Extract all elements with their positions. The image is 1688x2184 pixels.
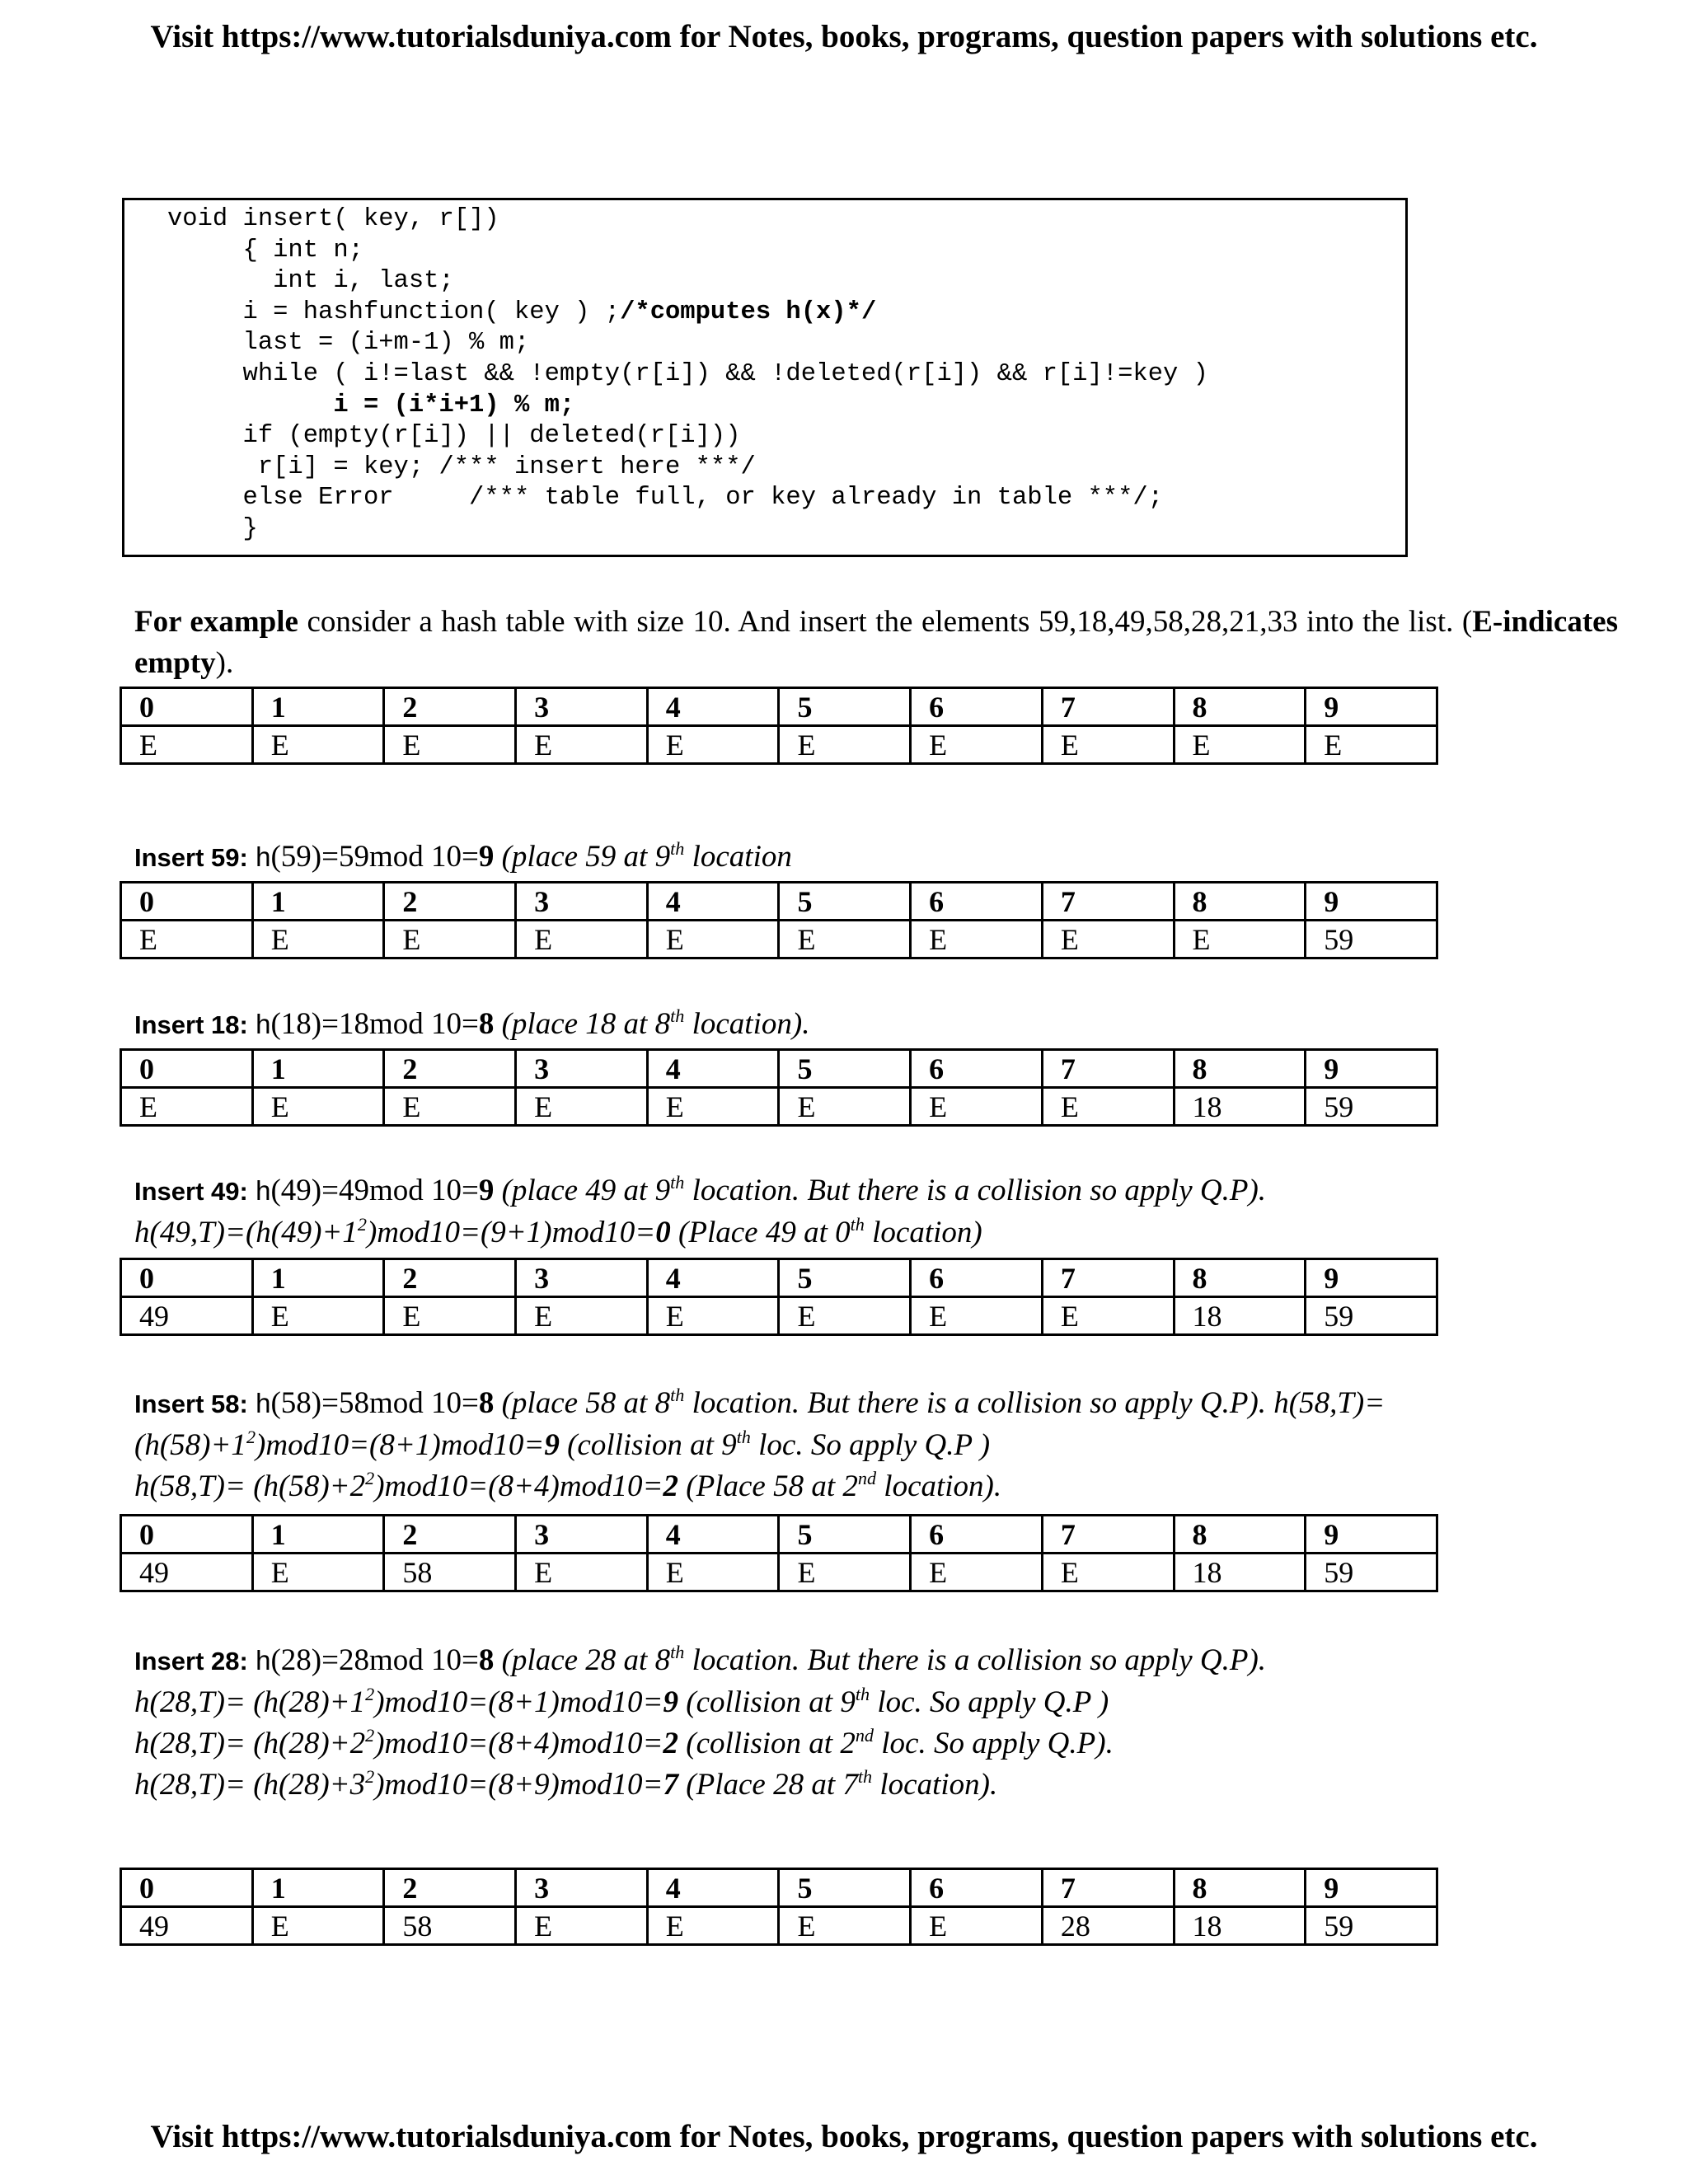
example-note: E-indicates empty (134, 605, 1618, 680)
step-sup: th (670, 837, 685, 859)
index-cell: 1 (252, 1259, 384, 1297)
value-cell: E (384, 1088, 516, 1126)
value-cell: E (647, 1907, 779, 1945)
step-note: (place 28 at 8 (494, 1643, 671, 1677)
value-cell: E (1042, 921, 1174, 958)
index-cell: 4 (647, 688, 779, 726)
step-sup: 2 (357, 1213, 367, 1235)
index-cell: 1 (252, 1050, 384, 1088)
index-cell: 9 (1306, 1869, 1437, 1907)
index-cell: 5 (779, 883, 911, 921)
code-line: r[i] = key; /*** insert here ***/ (167, 452, 756, 481)
step-insert-18 (134, 1004, 1667, 1046)
step-sup: 2 (365, 1467, 375, 1488)
index-cell: 3 (516, 1050, 648, 1088)
value-cell: 49 (121, 1907, 253, 1945)
step-note: (place 58 at 8 (494, 1386, 671, 1420)
step-formula: )mod10=(8+1)mod10= (256, 1428, 545, 1462)
index-cell: 9 (1306, 1259, 1437, 1297)
index-cell: 7 (1042, 883, 1174, 921)
index-cell: 0 (121, 1516, 253, 1554)
value-cell: 18 (1174, 1088, 1306, 1126)
step-note: (collision at 9 (678, 1685, 856, 1719)
value-cell: 59 (1306, 1088, 1437, 1126)
step-note: loc. So apply Q.P ) (870, 1685, 1109, 1719)
value-cell: E (1042, 1297, 1174, 1335)
step-sup: th (850, 1213, 865, 1235)
step-note: location). (872, 1768, 998, 1802)
step-note: (place 59 at 9 (494, 840, 671, 874)
step-note: (place 49 at 9 (494, 1174, 671, 1207)
step-note: location (684, 840, 792, 874)
value-cell: E (647, 726, 779, 764)
value-cell: E (779, 1554, 911, 1591)
index-cell: 2 (384, 1516, 516, 1554)
step-label: Insert 59: (134, 843, 248, 872)
index-cell: 3 (516, 1869, 648, 1907)
value-cell: E (779, 1088, 911, 1126)
index-cell: 2 (384, 1869, 516, 1907)
step-formula: )mod10=(8+4)mod10= (374, 1469, 663, 1503)
step-label: Insert 28: (134, 1647, 248, 1675)
step-result: 8 (478, 1386, 495, 1420)
code-line: if (empty(r[i]) || deleted(r[i])) (167, 422, 741, 451)
index-cell: 4 (647, 1259, 779, 1297)
example-text: consider a hash table with size 10. And insert the elements 59,18,49,58,28,21,33 into the list. ( (298, 605, 1473, 639)
step-insert-59 (134, 837, 1667, 879)
index-cell: 2 (384, 1050, 516, 1088)
index-cell: 6 (911, 1516, 1043, 1554)
value-cell: E (516, 1554, 648, 1591)
value-cell: 18 (1174, 1554, 1306, 1591)
step-note: (Place 58 at 2 (678, 1469, 858, 1503)
step-formula: )mod10=(8+9)mod10= (374, 1768, 663, 1802)
value-cell: 49 (121, 1297, 253, 1335)
step-formula: )mod10=(8+4)mod10= (374, 1727, 663, 1760)
step-insert-28 (134, 1640, 1667, 1806)
value-cell: E (647, 1554, 779, 1591)
index-cell: 0 (121, 1050, 253, 1088)
index-cell: 6 (911, 1259, 1043, 1297)
index-cell: 8 (1174, 1050, 1306, 1088)
code-line: while ( i!=last && !empty(r[i]) && !deleted(r[i]) && r[i]!=key ) (167, 359, 1208, 388)
step-note: loc. So apply Q.P). (874, 1727, 1114, 1760)
step-h: h (256, 1645, 271, 1675)
value-cell: E (911, 1907, 1043, 1945)
step-calc: (18)=18mod 10= (270, 1007, 479, 1041)
example-lead: For example (134, 605, 298, 639)
index-cell: 7 (1042, 1259, 1174, 1297)
step-calc: (58)=58mod 10= (270, 1386, 479, 1420)
hash-table-after-18 (120, 1048, 1438, 1127)
value-cell: E (779, 726, 911, 764)
step-note: location). (684, 1007, 810, 1041)
step-result: 9 (663, 1685, 679, 1719)
value-cell: E (516, 1297, 648, 1335)
code-line: else Error /*** table full, or key already in table ***/; (167, 484, 1163, 513)
index-cell: 8 (1174, 883, 1306, 921)
step-result: 9 (478, 1174, 495, 1207)
value-cell: E (384, 1297, 516, 1335)
index-cell: 0 (121, 688, 253, 726)
code-line: void insert( key, r[]) (167, 205, 499, 233)
value-cell: E (252, 726, 384, 764)
value-cell: E (516, 726, 648, 764)
value-cell: E (779, 1907, 911, 1945)
step-formula: )mod10=(8+1)mod10= (374, 1685, 663, 1719)
header-banner: Visit https://www.tutorialsduniya.com for Notes, books, programs, question papers with solutions etc. (150, 19, 1538, 54)
value-cell: E (779, 921, 911, 958)
step-sup: 2 (246, 1426, 256, 1447)
index-cell: 5 (779, 1516, 911, 1554)
value-cell: E (121, 726, 253, 764)
step-sup: nd (855, 1724, 874, 1746)
value-cell: E (1306, 726, 1437, 764)
value-cell: E (1042, 1088, 1174, 1126)
value-cell: E (1174, 726, 1306, 764)
step-sup: th (670, 1005, 685, 1026)
index-cell: 6 (911, 883, 1043, 921)
step-sup: th (736, 1426, 751, 1447)
step-sup: nd (857, 1467, 877, 1488)
step-formula: h(49,T)=(h(49)+1 (134, 1216, 358, 1249)
hash-table-after-49 (120, 1258, 1438, 1336)
index-cell: 3 (516, 1516, 648, 1554)
value-cell: E (911, 1088, 1043, 1126)
value-cell: E (647, 1297, 779, 1335)
index-cell: 0 (121, 883, 253, 921)
index-cell: 8 (1174, 688, 1306, 726)
value-cell: E (252, 1907, 384, 1945)
code-line: i = hashfunction( key ) ; (167, 298, 621, 326)
index-cell: 4 (647, 1050, 779, 1088)
value-cell: 18 (1174, 1907, 1306, 1945)
step-note: (collision at 9 (559, 1428, 737, 1462)
index-cell: 5 (779, 1869, 911, 1907)
value-cell: 58 (384, 1554, 516, 1591)
index-cell: 2 (384, 688, 516, 726)
index-cell: 6 (911, 1050, 1043, 1088)
index-cell: 1 (252, 1516, 384, 1554)
index-cell: 1 (252, 688, 384, 726)
value-cell: E (911, 726, 1043, 764)
step-h: h (256, 1175, 271, 1206)
step-result: 2 (663, 1727, 679, 1760)
step-note: location. But there is a collision so apply Q.P). (684, 1643, 1267, 1677)
step-calc: (28)=28mod 10= (270, 1643, 479, 1677)
index-cell: 3 (516, 1259, 648, 1297)
step-note: (place 18 at 8 (494, 1007, 671, 1041)
step-sup: th (670, 1171, 685, 1193)
step-result: 9 (544, 1428, 560, 1462)
index-cell: 3 (516, 883, 648, 921)
index-cell: 4 (647, 1516, 779, 1554)
step-sup: th (670, 1384, 685, 1405)
index-cell: 8 (1174, 1259, 1306, 1297)
step-result: 7 (663, 1768, 679, 1802)
step-result: 9 (478, 840, 495, 874)
value-cell: 58 (384, 1907, 516, 1945)
index-cell: 4 (647, 1869, 779, 1907)
step-result: 0 (655, 1216, 671, 1249)
index-cell: 9 (1306, 688, 1437, 726)
step-formula: h(28,T)= (h(28)+3 (134, 1768, 366, 1802)
index-cell: 7 (1042, 1869, 1174, 1907)
value-cell: 28 (1042, 1907, 1174, 1945)
step-insert-49 (134, 1170, 1667, 1254)
hash-table-after-28 (120, 1868, 1438, 1946)
index-cell: 1 (252, 1869, 384, 1907)
step-sup: th (857, 1765, 873, 1787)
code-line: last = (i+m-1) % m; (167, 329, 530, 358)
code-line: int i, last; (167, 267, 454, 296)
hash-table-after-59 (120, 881, 1438, 959)
step-result: 8 (478, 1643, 495, 1677)
index-cell: 4 (647, 883, 779, 921)
code-comment: /*computes h(x)*/ (620, 298, 877, 326)
value-cell: 18 (1174, 1297, 1306, 1335)
code-line: { int n; (167, 236, 363, 265)
index-cell: 7 (1042, 1516, 1174, 1554)
step-note: location) (864, 1216, 982, 1249)
step-result: 2 (663, 1469, 679, 1503)
value-cell: E (252, 1297, 384, 1335)
step-h: h (256, 841, 271, 872)
step-formula: h(28,T)= (h(28)+2 (134, 1727, 366, 1760)
index-cell: 3 (516, 688, 648, 726)
value-cell: E (911, 1297, 1043, 1335)
step-note: location). (876, 1469, 1002, 1503)
hash-table-initial (120, 687, 1438, 765)
step-label: Insert 18: (134, 1010, 248, 1039)
index-cell: 2 (384, 1259, 516, 1297)
value-cell: E (647, 1088, 779, 1126)
step-note: location. But there is a collision so apply Q.P). h(58,T)= (684, 1386, 1386, 1420)
step-note: (collision at 2 (678, 1727, 856, 1760)
index-cell: 7 (1042, 1050, 1174, 1088)
index-cell: 2 (384, 883, 516, 921)
index-cell: 6 (911, 1869, 1043, 1907)
value-cell: E (384, 726, 516, 764)
value-cell: E (1042, 726, 1174, 764)
value-cell: E (252, 921, 384, 958)
value-cell: E (1174, 921, 1306, 958)
step-note: loc. So apply Q.P ) (750, 1428, 991, 1462)
index-cell: 0 (121, 1259, 253, 1297)
value-cell: E (516, 921, 648, 958)
value-cell: 59 (1306, 1554, 1437, 1591)
step-sup: th (670, 1641, 685, 1662)
value-cell: E (384, 921, 516, 958)
code-line: } (167, 514, 258, 543)
step-note: location. But there is a collision so apply Q.P). (684, 1174, 1267, 1207)
value-cell: E (121, 1088, 253, 1126)
index-cell: 9 (1306, 883, 1437, 921)
example-end: ). (215, 646, 234, 680)
step-insert-58 (134, 1383, 1667, 1507)
step-note: (Place 49 at 0 (670, 1216, 851, 1249)
index-cell: 1 (252, 883, 384, 921)
step-formula: (h(58)+1 (134, 1428, 246, 1462)
step-label: Insert 49: (134, 1177, 248, 1206)
index-cell: 6 (911, 688, 1043, 726)
index-cell: 8 (1174, 1516, 1306, 1554)
index-cell: 9 (1306, 1516, 1437, 1554)
value-cell: 59 (1306, 1297, 1437, 1335)
value-cell: E (647, 921, 779, 958)
value-cell: E (516, 1907, 648, 1945)
step-h: h (256, 1009, 271, 1039)
index-cell: 5 (779, 688, 911, 726)
index-cell: 0 (121, 1869, 253, 1907)
value-cell: E (121, 921, 253, 958)
code-line: i = (i*i+1) % m; (167, 391, 575, 419)
example-paragraph (134, 602, 1618, 684)
footer-banner: Visit https://www.tutorialsduniya.com for Notes, books, programs, question papers with solutions etc. (150, 2119, 1538, 2154)
value-cell: E (779, 1297, 911, 1335)
code-listing (167, 204, 1208, 546)
step-sup: 2 (365, 1683, 375, 1704)
index-cell: 7 (1042, 688, 1174, 726)
step-h: h (256, 1388, 271, 1418)
step-sup: 2 (365, 1765, 375, 1787)
step-label: Insert 58: (134, 1390, 248, 1418)
value-cell: E (516, 1088, 648, 1126)
step-sup: th (855, 1683, 870, 1704)
value-cell: 59 (1306, 921, 1437, 958)
index-cell: 5 (779, 1259, 911, 1297)
step-calc: (49)=49mod 10= (270, 1174, 479, 1207)
value-cell: E (1042, 1554, 1174, 1591)
value-cell: E (252, 1554, 384, 1591)
value-cell: E (252, 1088, 384, 1126)
step-formula: h(58,T)= (h(58)+2 (134, 1469, 366, 1503)
step-calc: (59)=59mod 10= (270, 840, 479, 874)
value-cell: E (911, 921, 1043, 958)
index-cell: 8 (1174, 1869, 1306, 1907)
code-block (122, 198, 1408, 557)
index-cell: 9 (1306, 1050, 1437, 1088)
value-cell: E (911, 1554, 1043, 1591)
step-note: (Place 28 at 7 (678, 1768, 858, 1802)
step-result: 8 (478, 1007, 495, 1041)
value-cell: 59 (1306, 1907, 1437, 1945)
hash-table-after-58 (120, 1514, 1438, 1592)
step-formula: h(28,T)= (h(28)+1 (134, 1685, 366, 1719)
step-sup: 2 (365, 1724, 375, 1746)
value-cell: 49 (121, 1554, 253, 1591)
index-cell: 5 (779, 1050, 911, 1088)
step-formula: )mod10=(9+1)mod10= (366, 1216, 656, 1249)
